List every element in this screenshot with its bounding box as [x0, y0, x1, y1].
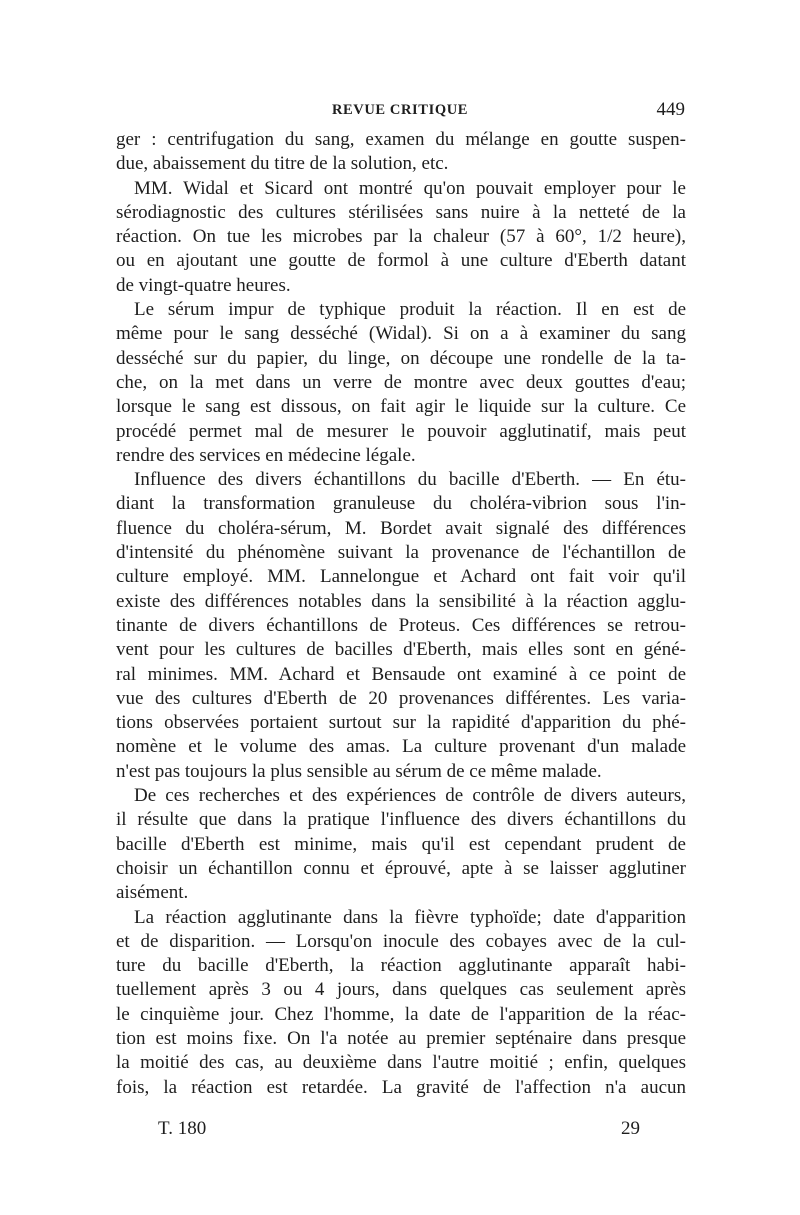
text-line: même pour le sang desséché (Widal). Si on a à examiner du sang: [116, 323, 686, 345]
text-line: ture du bacille d'Eberth, la réaction agglutinante apparaît habi-: [116, 955, 686, 977]
text-line: fois, la réaction est retardée. La gravité de l'affection n'a aucun: [116, 1076, 686, 1098]
text-line: culture employé. MM. Lannelongue et Achard ont fait voir qu'il: [116, 566, 686, 588]
text-line: procédé permet mal de mesurer le pouvoir agglutinatif, mais peut: [116, 420, 686, 442]
text-line: vent pour les cultures de bacilles d'Eberth, mais elles sont en géné-: [116, 639, 686, 661]
text-line: le cinquième jour. Chez l'homme, la date de l'apparition de la réac-: [116, 1003, 686, 1025]
text-line: aisément.: [116, 882, 189, 904]
text-line: la moitié des cas, au deuxième dans l'autre moitié ; enfin, quelques: [116, 1052, 686, 1074]
text-line: d'intensité du phénomène suivant la provenance de l'échantillon de: [116, 542, 686, 564]
running-title: REVUE CRITIQUE: [331, 102, 469, 118]
text-line: n'est pas toujours la plus sensible au sérum de ce même malade.: [116, 760, 602, 782]
text-line: fluence du choléra-sérum, M. Bordet avait signalé des différences: [116, 517, 686, 539]
text-line: choisir un échantillon connu et éprouvé, apte à se laisser agglutiner: [116, 857, 686, 879]
text-line: ger : centrifugation du sang, examen du mélange en goutte suspen-: [116, 129, 686, 150]
text-line: de vingt-quatre heures.: [116, 274, 291, 296]
signature-mark: 29: [621, 1118, 640, 1139]
text-line: ral minimes. MM. Achard et Bensaude ont examiné à ce point de: [116, 663, 686, 685]
text-line: MM. Widal et Sicard ont montré qu'on pouvait employer pour le: [134, 177, 686, 199]
body-text: [116, 128, 686, 1100]
text-line: due, abaissement du titre de la solution, etc.: [116, 153, 449, 175]
text-line: lorsque le sang est dissous, on fait agir le liquide sur la culture. Ce: [116, 396, 686, 418]
text-line: réaction. On tue les microbes par la chaleur (57 à 60°, 1/2 heure),: [116, 226, 686, 248]
text-line: che, on la met dans un verre de montre avec deux gouttes d'eau;: [116, 371, 686, 393]
page-number: 449: [656, 99, 685, 120]
text-line: tion est moins fixe. On l'a notée au premier septénaire dans presque: [116, 1027, 686, 1049]
text-line: rendre des services en médecine légale.: [116, 444, 416, 466]
text-line: existe des différences notables dans la sensibilité à la réaction agglu-: [116, 590, 686, 612]
text-line: tions observées portaient surtout sur la rapidité d'apparition du phé-: [116, 712, 686, 734]
running-head: [115, 100, 685, 122]
text-line: Le sérum impur de typhique produit la réaction. Il en est de: [134, 299, 686, 321]
text-line: De ces recherches et des expériences de contrôle de divers auteurs,: [134, 785, 686, 807]
text-line: ou en ajoutant une goutte de formol à une culture d'Eberth datant: [116, 250, 686, 272]
text-line: vue des cultures d'Eberth de 20 provenances différentes. Les varia-: [116, 687, 686, 709]
text-line: diant la transformation granuleuse du choléra-vibrion sous l'in-: [116, 493, 686, 515]
text-line: sérodiagnostic des cultures stérilisées sans nuire à la netteté de la: [116, 201, 686, 223]
page-footer: [158, 1118, 640, 1144]
text-line: il résulte que dans la pratique l'influence des divers échantillons du: [116, 809, 686, 831]
text-line: desséché sur du papier, du linge, on découpe une rondelle de la ta-: [116, 347, 686, 369]
text-line: et de disparition. — Lorsqu'on inocule des cobayes avec de la cul-: [116, 930, 686, 952]
text-line: La réaction agglutinante dans la fièvre typhoïde; date d'apparition: [134, 906, 686, 928]
text-line: nomène et le volume des amas. La culture provenant d'un malade: [116, 736, 686, 758]
volume-mark: T. 180: [158, 1118, 207, 1139]
text-line: bacille d'Eberth est minime, mais qu'il est cependant prudent de: [116, 833, 686, 855]
text-line: Influence des divers échantillons du bacille d'Eberth. — En étu-: [134, 469, 686, 491]
text-line: tinante de divers échantillons de Proteus. Ces différences se retrou-: [116, 614, 686, 636]
text-line: tuellement après 3 ou 4 jours, dans quelques cas seulement après: [116, 979, 686, 1001]
